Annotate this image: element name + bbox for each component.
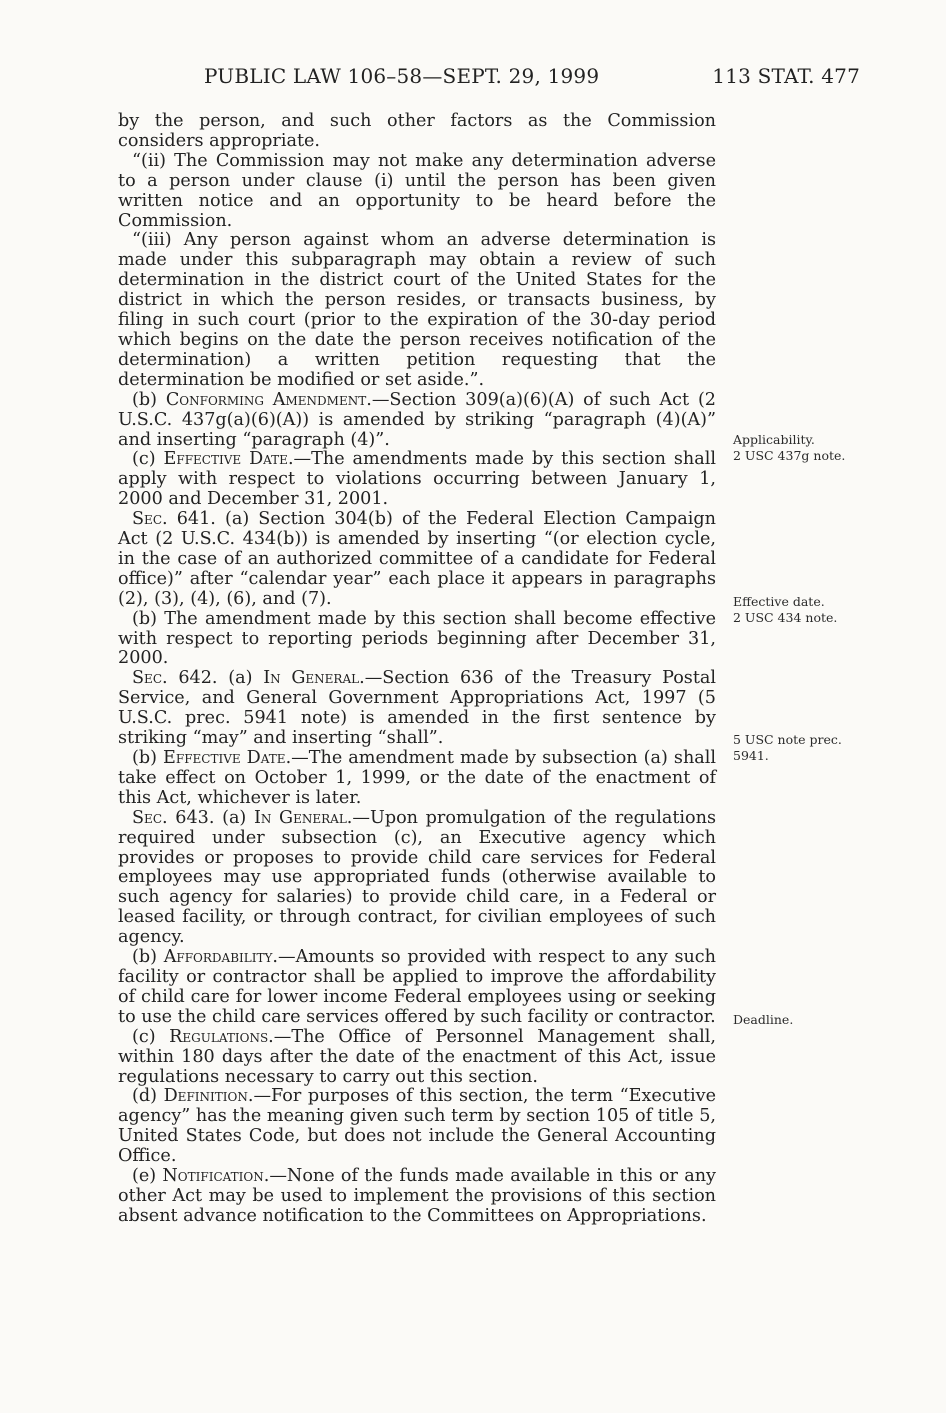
paragraph: Sec. 641. (a) Section 304(b) of the Federal Election Campaign Act (2 U.S.C. 434(b)) is amended by inserting “(or election cycle, in the case of an authorized committee of a candidate for Federal office)” after “calendar year” each place it appears in paragraphs (2), (3), (4), (6), and (7). (118, 509, 717, 609)
paragraph: Sec. 642. (a) In General.—Section 636 of the Treasury Postal Service, and General Government Appropriations Act, 1997 (5 U.S.C. prec. 5941 note) is amended in the first sentence by striking “may” and inserting “shall”. (118, 668, 717, 749)
margin-note-applicability: Applicability. 2 USC 437g note. (733, 432, 846, 463)
paragraph: “(ii) The Commission may not make any determination adverse to a person under clause (i) until the person has been given written notice and an opportunity to be heard before the Commission. (118, 150, 716, 231)
section-heading: Conforming Amendment. (165, 389, 372, 410)
section-heading: Definition. (163, 1086, 254, 1107)
section-heading: Effective Date. (163, 449, 294, 470)
paragraph: (b) Affordability.—Amounts so provided with respect to any such facility or contractor shall be applied to improve the affordability of child care for lower income Federal employees using or seeking to use the child care services offered by such facility or contractor. (118, 947, 716, 1027)
paragraph: “(iii) Any person against whom an adverse determination is made under this subparagraph may obtain a review of such determination in the district court of the United States for the district in which the person resides, or transacts business, by filing in such court (prior to the expiration of the 30-day period which begins on the date the person receives notification of the determination) a written petition requesting that the determination be modified or set aside.”. (118, 230, 716, 390)
header-title: PUBLIC LAW 106–58—SEPT. 29, 1999 (204, 64, 600, 88)
paragraph: (b) Effective Date.—The amendment made by subsection (a) shall take effect on October 1, 1999, or the date of the enactment of this Act, whichever is later. (118, 748, 717, 808)
header-stat-page: 113 STAT. 477 (712, 64, 860, 88)
paragraph: (b) Conforming Amendment.—Section 309(a)(6)(A) of such Act (2 U.S.C. 437g(a)(6)(A)) is amended by striking “paragraph (4)(A)” and inserting “paragraph (4)”. (118, 389, 717, 450)
section-heading: Affordability. (163, 947, 278, 968)
body-text (118, 112, 716, 1227)
section-heading: In General. (263, 668, 365, 689)
margin-note-effective-date: Effective date. 2 USC 434 note. (733, 594, 838, 625)
section-heading: Regulations. (169, 1026, 274, 1047)
section-heading: Effective Date. (163, 748, 292, 768)
paragraph: (e) Notification.—None of the funds made available in this or any other Act may be used to implement the provisions of this section absent advance notification to the Committees on Appropriations. (118, 1166, 716, 1226)
margin-note-deadline: Deadline. (733, 1012, 794, 1027)
paragraph: (b) The amendment made by this section shall become effective with respect to reporting periods beginning after December 31, 2000. (118, 608, 716, 669)
paragraph: (c) Effective Date.—The amendments made by this section shall apply with respect to violations occurring between January 1, 2000 and December 31, 2001. (118, 449, 717, 510)
section-heading: Notification. (162, 1166, 270, 1187)
paragraph: (c) Regulations.—The Office of Personnel Management shall, within 180 days after the date of the enactment of this Act, issue regulations necessary to carry out this section. (118, 1026, 716, 1087)
paragraph: (d) Definition.—For purposes of this section, the term “Executive agency” has the meaning given such term by section 105 of title 5, United States Code, but does not include the General Accounting Office. (118, 1086, 717, 1167)
page-header (0, 64, 946, 94)
paragraph: by the person, and such other factors as the Commission considers appropriate. (118, 111, 716, 151)
section-heading: In General. (253, 807, 353, 828)
margin-note-5usc: 5 USC note prec. 5941. (733, 732, 842, 763)
paragraph: Sec. 643. (a) In General.—Upon promulgation of the regulations required under subsection (c), an Executive agency which provides or proposes to provide child care services for Federal employees may use appropriated funds (otherwise available to such agency for salaries) to provide child care, in a Federal or leased facility, or through contract, for civilian employees of such agency. (118, 807, 717, 948)
